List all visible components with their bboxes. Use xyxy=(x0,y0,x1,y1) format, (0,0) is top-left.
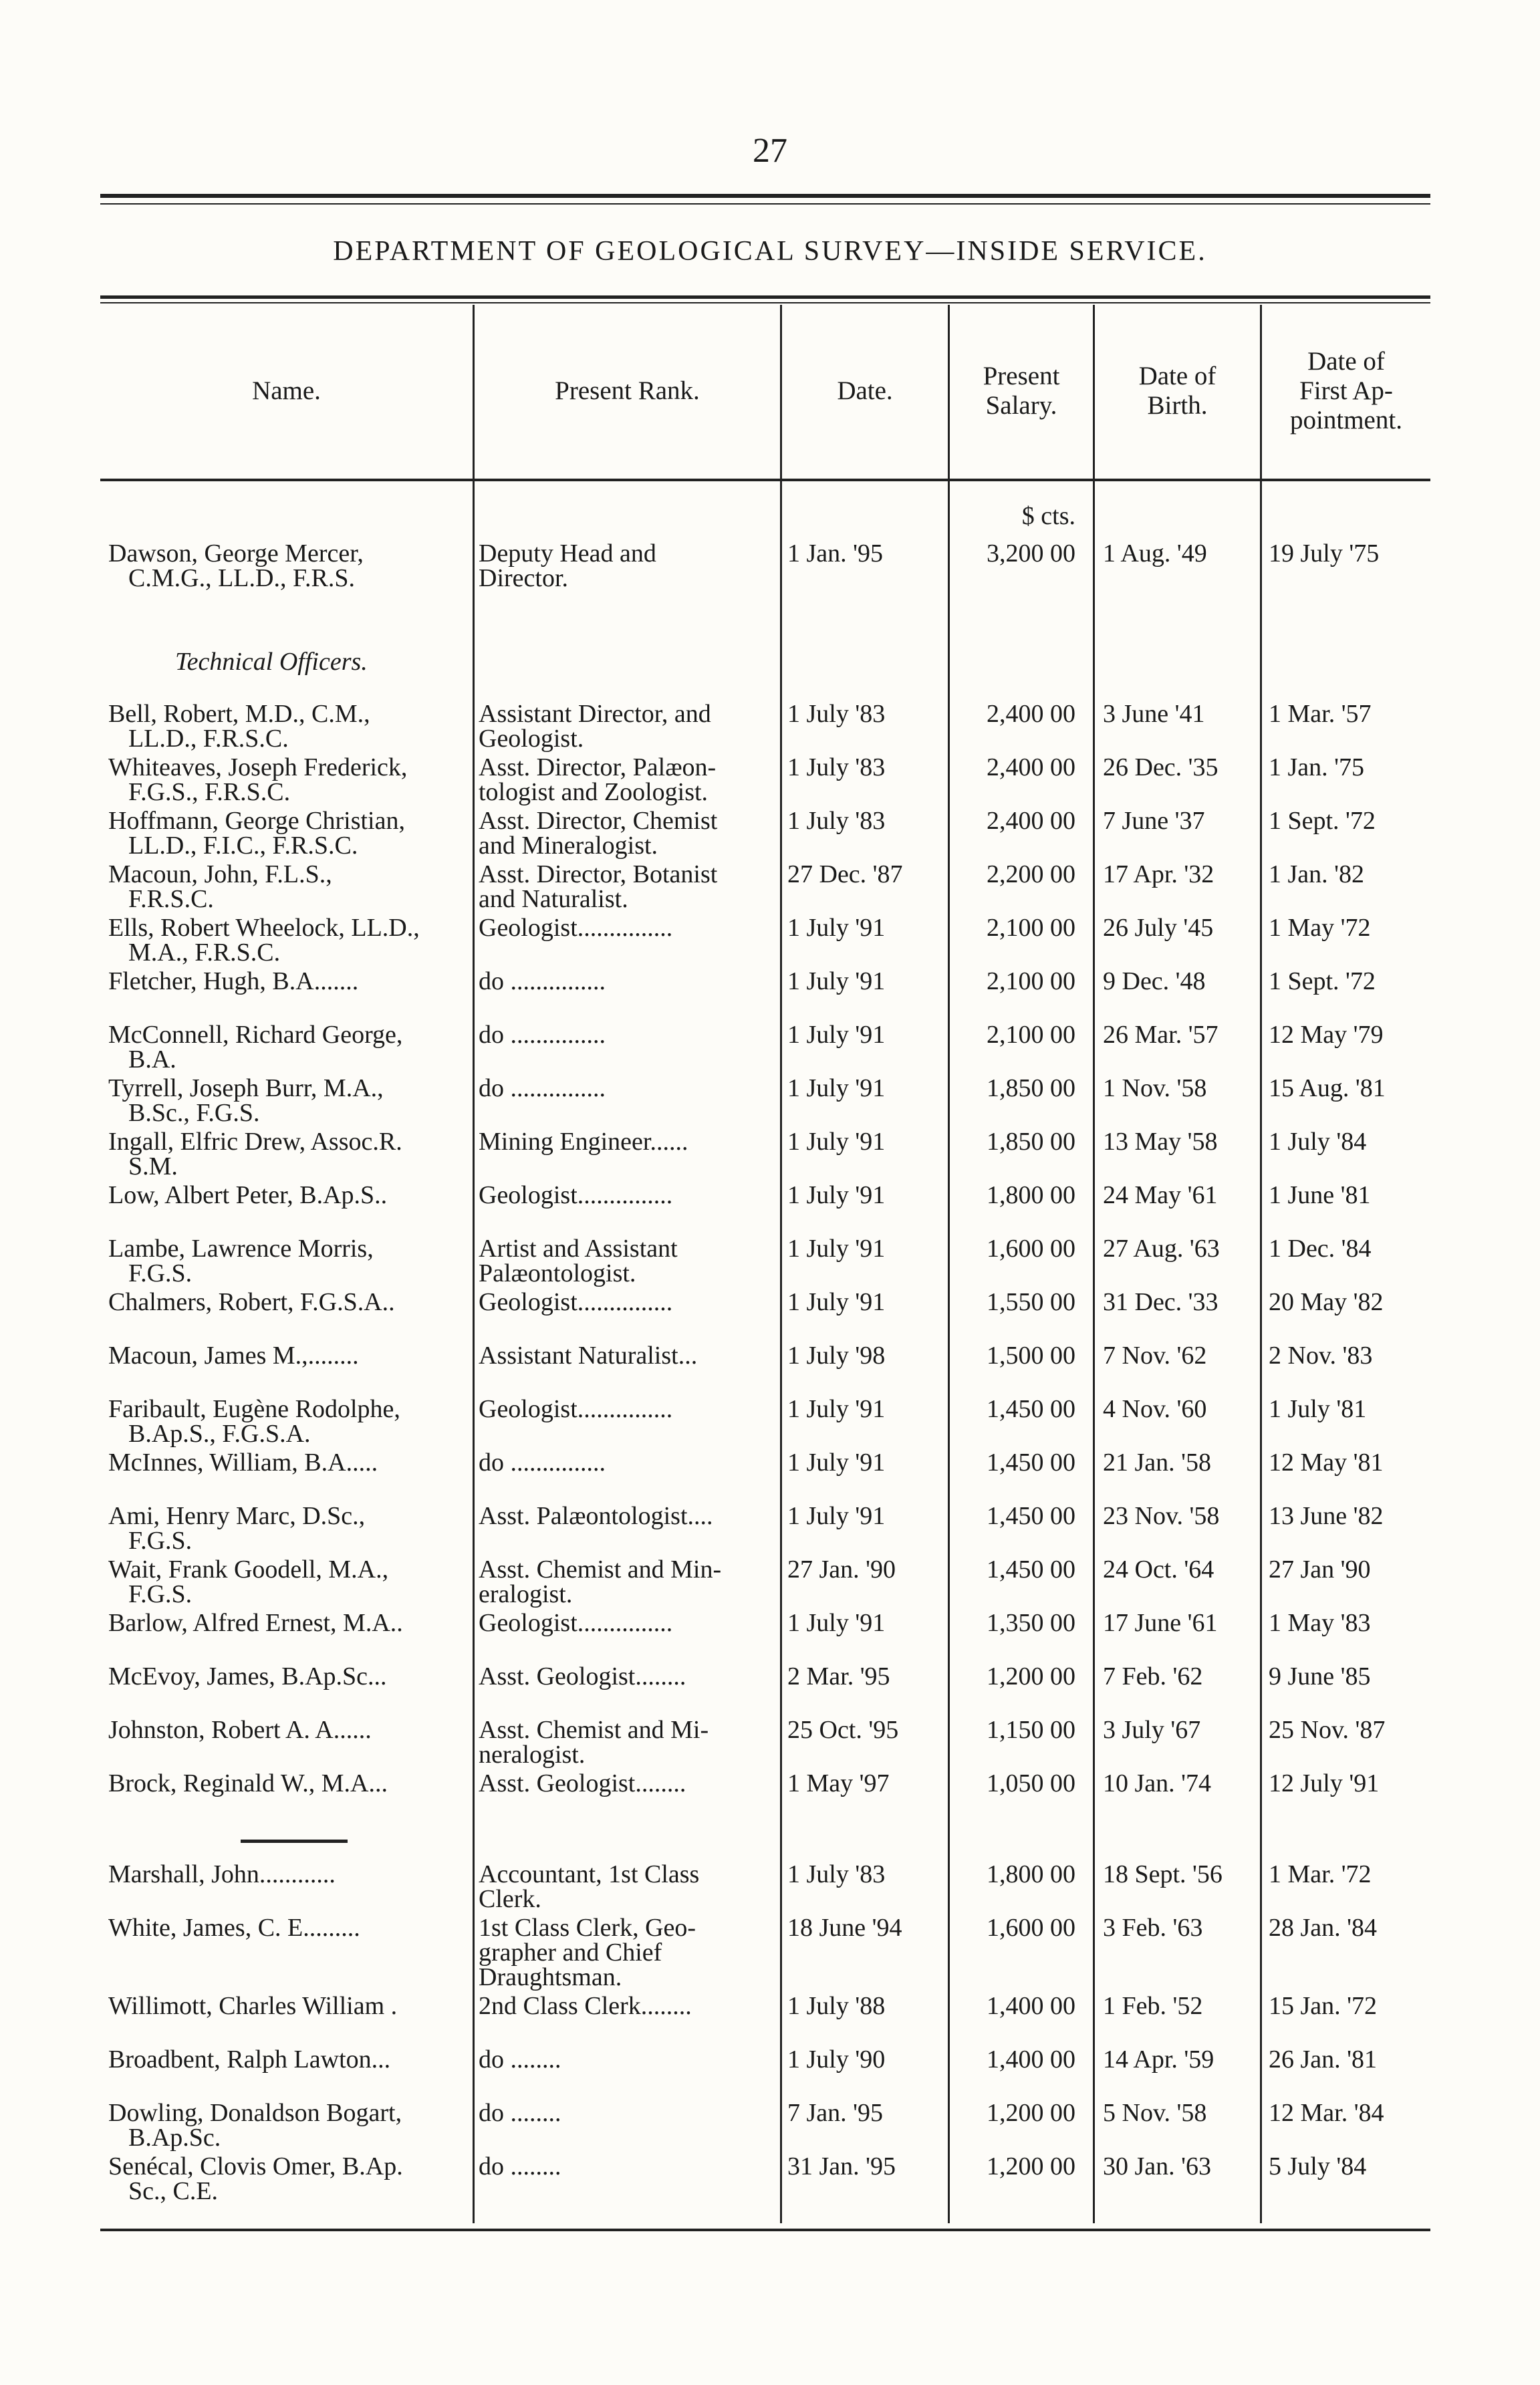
rank-date: 1 July '91 xyxy=(787,1128,886,1156)
date-first-appointment: 1 May '83 xyxy=(1269,1609,1371,1637)
employee-name: Low, Albert Peter, B.Ap.S.. xyxy=(108,1181,388,1209)
employee-name: McInnes, William, B.A..... xyxy=(108,1449,378,1477)
date-of-birth: 13 May '58 xyxy=(1103,1128,1218,1156)
present-salary: 1,850 00 xyxy=(987,1128,1075,1156)
date-first-appointment: 1 May '72 xyxy=(1269,914,1371,942)
date-of-birth: 1 Nov. '58 xyxy=(1103,1074,1207,1102)
present-salary: 1,550 00 xyxy=(987,1288,1075,1316)
employee-name: B.Sc., F.G.S. xyxy=(128,1099,260,1127)
present-rank: Asst. Chemist and Min- xyxy=(479,1555,722,1584)
date-of-birth: 3 June '41 xyxy=(1103,700,1205,728)
date-of-birth: 30 Jan. '63 xyxy=(1103,2152,1212,2180)
date-first-appointment: 1 Jan. '75 xyxy=(1269,753,1365,781)
present-rank: Mining Engineer...... xyxy=(479,1128,688,1156)
present-rank: do ............... xyxy=(479,967,606,995)
present-salary: 1,150 00 xyxy=(987,1716,1075,1744)
date-of-birth: 7 June '37 xyxy=(1103,807,1205,835)
present-rank: Draughtsman. xyxy=(479,1963,622,1991)
date-first-appointment: 12 July '91 xyxy=(1269,1769,1380,1797)
employee-name: Fletcher, Hugh, B.A....... xyxy=(108,967,359,995)
employee-name: Faribault, Eugène Rodolphe, xyxy=(108,1395,400,1423)
present-rank: Asst. Geologist........ xyxy=(479,1769,686,1797)
header-bottom-rule xyxy=(100,479,1430,481)
rank-date: 31 Jan. '95 xyxy=(787,2152,896,2180)
rank-date: 1 July '98 xyxy=(787,1342,886,1370)
present-rank: Asst. Chemist and Mi- xyxy=(479,1716,709,1744)
section-technical-officers: Technical Officers. xyxy=(175,648,368,676)
rank-date: 1 July '91 xyxy=(787,1235,886,1263)
table-top-rule-thin xyxy=(100,302,1430,303)
date-of-birth: 26 July '45 xyxy=(1103,914,1214,942)
employee-name: F.G.S. xyxy=(128,1259,192,1287)
present-rank: do ........ xyxy=(479,2099,561,2127)
present-rank: Geologist............... xyxy=(479,1288,673,1316)
top-rule-thick xyxy=(100,194,1430,198)
present-salary: 1,400 00 xyxy=(987,1992,1075,2020)
date-first-appointment: 1 June '81 xyxy=(1269,1181,1371,1209)
present-salary: 1,450 00 xyxy=(987,1395,1075,1423)
present-salary: 1,800 00 xyxy=(987,1181,1075,1209)
present-rank: Asst. Director, Chemist xyxy=(479,807,718,835)
date-of-birth: 26 Dec. '35 xyxy=(1103,753,1218,781)
date-of-birth: 17 June '61 xyxy=(1103,1609,1218,1637)
present-salary: 2,400 00 xyxy=(987,700,1075,728)
employee-name: F.R.S.C. xyxy=(128,885,214,913)
top-rule-thin xyxy=(100,203,1430,205)
rank-date: 1 July '91 xyxy=(787,1502,886,1530)
rank-date: 1 July '91 xyxy=(787,1074,886,1102)
date-of-birth: 31 Dec. '33 xyxy=(1103,1288,1218,1316)
present-rank: do ............... xyxy=(479,1449,606,1477)
column-header-appointment: Date of First Ap- pointment. xyxy=(1290,347,1402,434)
present-salary: 1,400 00 xyxy=(987,2045,1075,2074)
column-header-salary: Present Salary. xyxy=(983,362,1060,420)
date-first-appointment: 28 Jan. '84 xyxy=(1269,1914,1378,1942)
date-first-appointment: 15 Jan. '72 xyxy=(1269,1992,1378,2020)
rank-date: 7 Jan. '95 xyxy=(787,2099,884,2127)
rank-date: 1 July '91 xyxy=(787,1395,886,1423)
date-of-birth: 26 Mar. '57 xyxy=(1103,1021,1218,1049)
employee-name: M.A., F.R.S.C. xyxy=(128,938,281,967)
rank-date: 1 July '90 xyxy=(787,2045,886,2074)
date-first-appointment: 12 May '81 xyxy=(1269,1449,1384,1477)
employee-name: Ingall, Elfric Drew, Assoc.R. xyxy=(108,1128,402,1156)
present-rank: tologist and Zoologist. xyxy=(479,778,709,806)
group-divider xyxy=(241,1840,348,1843)
column-header-date: Date. xyxy=(837,376,893,405)
present-rank: Geologist............... xyxy=(479,914,673,942)
present-rank: eralogist. xyxy=(479,1580,573,1608)
date-of-birth: 21 Jan. '58 xyxy=(1103,1449,1212,1477)
present-salary: 3,200 00 xyxy=(987,539,1075,568)
column-divider xyxy=(1260,305,1262,2223)
table-bottom-rule xyxy=(100,2229,1430,2231)
present-rank: Deputy Head and xyxy=(479,539,656,568)
present-rank: Artist and Assistant xyxy=(479,1235,678,1263)
date-first-appointment: 19 July '75 xyxy=(1269,539,1380,568)
employee-name: McConnell, Richard George, xyxy=(108,1021,403,1049)
employee-name: B.Ap.S., F.G.S.A. xyxy=(128,1420,311,1448)
date-first-appointment: 1 Jan. '82 xyxy=(1269,860,1365,888)
employee-name: B.Ap.Sc. xyxy=(128,2124,221,2152)
rank-date: 1 July '83 xyxy=(787,1860,886,1888)
rank-date: 1 July '88 xyxy=(787,1992,886,2020)
date-first-appointment: 20 May '82 xyxy=(1269,1288,1384,1316)
present-rank: and Mineralogist. xyxy=(479,832,658,860)
date-first-appointment: 9 June '85 xyxy=(1269,1662,1371,1690)
present-rank: Director. xyxy=(479,564,569,592)
present-rank: Assistant Naturalist... xyxy=(479,1342,698,1370)
employee-name: White, James, C. E......... xyxy=(108,1914,360,1942)
date-first-appointment: 12 May '79 xyxy=(1269,1021,1384,1049)
employee-name: B.A. xyxy=(128,1045,176,1074)
column-header-birth: Date of Birth. xyxy=(1138,362,1216,420)
present-salary: 1,050 00 xyxy=(987,1769,1075,1797)
salary-units: $ cts. xyxy=(1021,502,1075,530)
present-rank: and Naturalist. xyxy=(479,885,628,913)
date-first-appointment: 15 Aug. '81 xyxy=(1269,1074,1386,1102)
date-first-appointment: 2 Nov. '83 xyxy=(1269,1342,1373,1370)
rank-date: 1 July '91 xyxy=(787,1021,886,1049)
present-rank: Asst. Director, Palæon- xyxy=(479,753,717,781)
date-of-birth: 3 July '67 xyxy=(1103,1716,1201,1744)
present-salary: 2,400 00 xyxy=(987,753,1075,781)
present-salary: 2,100 00 xyxy=(987,914,1075,942)
present-salary: 1,350 00 xyxy=(987,1609,1075,1637)
present-rank: Geologist. xyxy=(479,725,584,753)
present-salary: 1,850 00 xyxy=(987,1074,1075,1102)
date-first-appointment: 26 Jan. '81 xyxy=(1269,2045,1378,2074)
employee-name: Lambe, Lawrence Morris, xyxy=(108,1235,374,1263)
present-rank: 2nd Class Clerk........ xyxy=(479,1992,692,2020)
rank-date: 25 Oct. '95 xyxy=(787,1716,899,1744)
present-rank: Asst. Director, Botanist xyxy=(479,860,718,888)
present-rank: 1st Class Clerk, Geo- xyxy=(479,1914,696,1942)
date-first-appointment: 1 July '84 xyxy=(1269,1128,1367,1156)
employee-name: Hoffmann, George Christian, xyxy=(108,807,405,835)
present-salary: 2,200 00 xyxy=(987,860,1075,888)
date-of-birth: 23 Nov. '58 xyxy=(1103,1502,1220,1530)
date-of-birth: 18 Sept. '56 xyxy=(1103,1860,1223,1888)
date-first-appointment: 5 July '84 xyxy=(1269,2152,1367,2180)
date-first-appointment: 1 Mar. '72 xyxy=(1269,1860,1372,1888)
present-salary: 1,200 00 xyxy=(987,2152,1075,2180)
present-rank: Geologist............... xyxy=(479,1395,673,1423)
present-rank: do ........ xyxy=(479,2152,561,2180)
present-rank: Accountant, 1st Class xyxy=(479,1860,700,1888)
employee-name: Marshall, John............ xyxy=(108,1860,336,1888)
present-salary: 1,600 00 xyxy=(987,1914,1075,1942)
employee-name: Ells, Robert Wheelock, LL.D., xyxy=(108,914,420,942)
date-first-appointment: 27 Jan '90 xyxy=(1269,1555,1371,1584)
column-header-rank: Present Rank. xyxy=(555,376,700,405)
date-of-birth: 14 Apr. '59 xyxy=(1103,2045,1214,2074)
employee-name: F.G.S. xyxy=(128,1580,192,1608)
present-salary: 1,450 00 xyxy=(987,1449,1075,1477)
rank-date: 18 June '94 xyxy=(787,1914,902,1942)
date-of-birth: 3 Feb. '63 xyxy=(1103,1914,1203,1942)
rank-date: 1 July '91 xyxy=(787,1181,886,1209)
date-first-appointment: 13 June '82 xyxy=(1269,1502,1384,1530)
present-rank: do ............... xyxy=(479,1074,606,1102)
date-first-appointment: 1 Sept. '72 xyxy=(1269,967,1376,995)
present-rank: do ........ xyxy=(479,2045,561,2074)
page-number: 27 xyxy=(753,132,787,170)
employee-name: Whiteaves, Joseph Frederick, xyxy=(108,753,408,781)
employee-name: Ami, Henry Marc, D.Sc., xyxy=(108,1502,366,1530)
date-of-birth: 27 Aug. '63 xyxy=(1103,1235,1220,1263)
rank-date: 1 July '91 xyxy=(787,914,886,942)
department-title: DEPARTMENT OF GEOLOGICAL SURVEY—INSIDE SERVICE. xyxy=(333,236,1207,267)
employee-name: Macoun, James M.,........ xyxy=(108,1342,359,1370)
present-rank: do ............... xyxy=(479,1021,606,1049)
employee-name: Tyrrell, Joseph Burr, M.A., xyxy=(108,1074,384,1102)
table-top-rule xyxy=(100,295,1430,299)
employee-name: Chalmers, Robert, F.G.S.A.. xyxy=(108,1288,395,1316)
present-salary: 2,100 00 xyxy=(987,1021,1075,1049)
rank-date: 1 July '83 xyxy=(787,807,886,835)
present-salary: 1,200 00 xyxy=(987,1662,1075,1690)
present-salary: 2,100 00 xyxy=(987,967,1075,995)
employee-name: F.G.S., F.R.S.C. xyxy=(128,778,291,806)
employee-name: Brock, Reginald W., M.A... xyxy=(108,1769,388,1797)
present-rank: Geologist............... xyxy=(479,1609,673,1637)
date-of-birth: 24 May '61 xyxy=(1103,1181,1218,1209)
present-salary: 1,600 00 xyxy=(987,1235,1075,1263)
column-divider xyxy=(780,305,782,2223)
date-of-birth: 24 Oct. '64 xyxy=(1103,1555,1214,1584)
employee-name: Dawson, George Mercer, xyxy=(108,539,364,568)
employee-name: F.G.S. xyxy=(128,1527,192,1555)
date-first-appointment: 1 Mar. '57 xyxy=(1269,700,1372,728)
date-of-birth: 1 Feb. '52 xyxy=(1103,1992,1203,2020)
date-first-appointment: 25 Nov. '87 xyxy=(1269,1716,1386,1744)
date-of-birth: 7 Nov. '62 xyxy=(1103,1342,1207,1370)
date-first-appointment: 1 Sept. '72 xyxy=(1269,807,1376,835)
rank-date: 1 July '91 xyxy=(787,1449,886,1477)
present-rank: neralogist. xyxy=(479,1741,586,1769)
present-salary: 2,400 00 xyxy=(987,807,1075,835)
present-rank: grapher and Chief xyxy=(479,1938,662,1967)
rank-date: 27 Dec. '87 xyxy=(787,860,903,888)
date-first-appointment: 1 July '81 xyxy=(1269,1395,1367,1423)
rank-date: 2 Mar. '95 xyxy=(787,1662,890,1690)
present-rank: Assistant Director, and xyxy=(479,700,711,728)
employee-name: McEvoy, James, B.Ap.Sc... xyxy=(108,1662,387,1690)
employee-name: C.M.G., LL.D., F.R.S. xyxy=(128,564,356,592)
date-of-birth: 17 Apr. '32 xyxy=(1103,860,1214,888)
date-of-birth: 5 Nov. '58 xyxy=(1103,2099,1207,2127)
date-of-birth: 7 Feb. '62 xyxy=(1103,1662,1203,1690)
rank-date: 1 July '91 xyxy=(787,1609,886,1637)
employee-name: Sc., C.E. xyxy=(128,2177,219,2205)
rank-date: 1 July '91 xyxy=(787,967,886,995)
date-of-birth: 10 Jan. '74 xyxy=(1103,1769,1212,1797)
employee-name: Dowling, Donaldson Bogart, xyxy=(108,2099,402,2127)
rank-date: 1 July '83 xyxy=(787,753,886,781)
present-rank: Palæontologist. xyxy=(479,1259,636,1287)
rank-date: 27 Jan. '90 xyxy=(787,1555,896,1584)
date-of-birth: 9 Dec. '48 xyxy=(1103,967,1206,995)
present-salary: 1,450 00 xyxy=(987,1555,1075,1584)
rank-date: 1 July '83 xyxy=(787,700,886,728)
date-first-appointment: 1 Dec. '84 xyxy=(1269,1235,1372,1263)
rank-date: 1 Jan. '95 xyxy=(787,539,884,568)
employee-name: Macoun, John, F.L.S., xyxy=(108,860,332,888)
rank-date: 1 May '97 xyxy=(787,1769,890,1797)
present-rank: Asst. Geologist........ xyxy=(479,1662,686,1690)
present-salary: 1,450 00 xyxy=(987,1502,1075,1530)
employee-name: Barlow, Alfred Ernest, M.A.. xyxy=(108,1609,403,1637)
employee-name: Broadbent, Ralph Lawton... xyxy=(108,2045,391,2074)
employee-name: Senécal, Clovis Omer, B.Ap. xyxy=(108,2152,403,2180)
employee-name: Wait, Frank Goodell, M.A., xyxy=(108,1555,389,1584)
date-of-birth: 4 Nov. '60 xyxy=(1103,1395,1207,1423)
column-header-name: Name. xyxy=(252,376,321,405)
column-divider xyxy=(1093,305,1095,2223)
present-rank: Clerk. xyxy=(479,1885,541,1913)
present-salary: 1,200 00 xyxy=(987,2099,1075,2127)
date-first-appointment: 12 Mar. '84 xyxy=(1269,2099,1384,2127)
date-of-birth: 1 Aug. '49 xyxy=(1103,539,1207,568)
employee-name: Willimott, Charles William . xyxy=(108,1992,398,2020)
employee-name: LL.D., F.I.C., F.R.S.C. xyxy=(128,832,358,860)
present-salary: 1,500 00 xyxy=(987,1342,1075,1370)
employee-name: S.M. xyxy=(128,1152,178,1180)
present-rank: Asst. Palæontologist.... xyxy=(479,1502,713,1530)
employee-name: Bell, Robert, M.D., C.M., xyxy=(108,700,370,728)
present-rank: Geologist............... xyxy=(479,1181,673,1209)
rank-date: 1 July '91 xyxy=(787,1288,886,1316)
present-salary: 1,800 00 xyxy=(987,1860,1075,1888)
employee-name: LL.D., F.R.S.C. xyxy=(128,725,289,753)
employee-name: Johnston, Robert A. A...... xyxy=(108,1716,372,1744)
